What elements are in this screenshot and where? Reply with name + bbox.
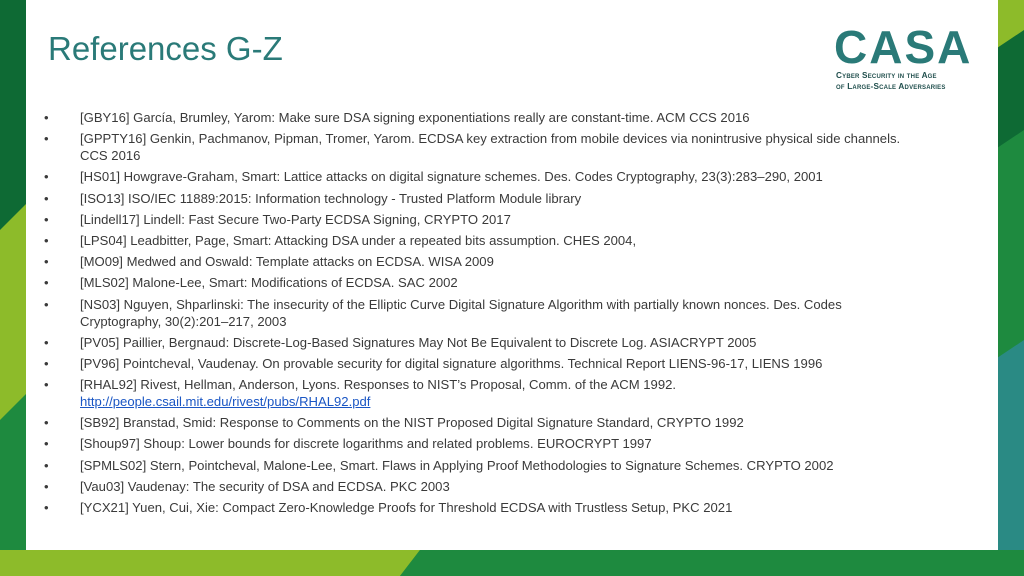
bullet-marker: • (44, 377, 49, 393)
logo-tagline-line1: Cyber Security in the Age (836, 71, 937, 80)
logo-tagline-line2: of Large-Scale Adversaries (836, 82, 946, 91)
bg-shape-right-teal (994, 340, 1024, 576)
bullet-marker: • (44, 131, 49, 147)
reference-text: [GBY16] García, Brumley, Yarom: Make sure DSA signing exponentiations really are constant-time. ACM CCS 2016 (80, 110, 750, 125)
reference-text: [YCX21] Yuen, Cui, Xie: Compact Zero-Knowledge Proofs for Threshold ECDSA with Trustless Setup, PKC 2021 (80, 500, 733, 515)
reference-item (44, 296, 924, 330)
reference-item (44, 130, 924, 164)
reference-text: [RHAL92] Rivest, Hellman, Anderson, Lyons. Responses to NIST’s Proposal, Comm. of the ACM 1992. (80, 377, 677, 393)
bullet-marker: • (44, 457, 49, 473)
logo-tagline (836, 70, 976, 92)
reference-text: [SPMLS02] Stern, Pointcheval, Malone-Lee, Smart. Flaws in Applying Proof Methodologies to Signature Schemes. CRYPTO 2002 (80, 457, 834, 473)
casa-logo (834, 21, 974, 94)
bullet-marker: • (44, 232, 49, 248)
reference-text: [ISO13] ISO/IEC 11889:2015: Information technology - Trusted Platform Module library (80, 190, 582, 206)
reference-text: [PV05] Paillier, Bergnaud: Discrete-Log-Based Signatures May Not Be Equivalent to Discrete Log. ASIACRYPT 2005 (80, 334, 757, 350)
reference-text: [MLS02] Malone-Lee, Smart: Modifications of ECDSA. SAC 2002 (80, 275, 458, 291)
reference-item (44, 190, 924, 207)
reference-item (44, 168, 924, 185)
bullet-marker: • (44, 334, 49, 350)
bullet-marker: • (44, 478, 49, 494)
bg-shape-bottom-green (400, 550, 1024, 576)
bullet-marker: • (44, 254, 49, 270)
reference-text: [SB92] Branstad, Smid: Response to Comments on the NIST Proposed Digital Signature Standard, CRYPTO 1992 (80, 415, 744, 431)
reference-item (44, 414, 924, 431)
bullet-marker: • (44, 415, 49, 431)
bullet-marker: • (44, 500, 49, 515)
reference-item (44, 232, 924, 249)
bullet-marker: • (44, 436, 49, 452)
reference-text: [Vau03] Vaudenay: The security of DSA and ECDSA. PKC 2003 (80, 478, 450, 494)
bullet-marker: • (44, 169, 49, 185)
reference-item (44, 253, 924, 270)
bullet-marker: • (44, 275, 49, 291)
bullet-marker: • (44, 110, 49, 125)
references-list (44, 109, 924, 520)
reference-text: [GPPTY16] Genkin, Pachmanov, Pipman, Tromer, Yarom. ECDSA key extraction from mobile devices via nonintrusive physical side channels. CCS 2016 (80, 131, 901, 164)
reference-text: [Lindell17] Lindell: Fast Secure Two-Party ECDSA Signing, CRYPTO 2017 (80, 211, 511, 227)
reference-item (44, 499, 924, 516)
bullet-marker: • (44, 355, 49, 371)
bullet-marker: • (44, 190, 49, 206)
logo-wordmark: CASA (834, 21, 973, 73)
reference-text: [LPS04] Leadbitter, Page, Smart: Attacking DSA under a repeated bits assumption. CHES 2004, (80, 232, 637, 248)
reference-item (44, 211, 924, 228)
reference-text: [HS01] Howgrave-Graham, Smart: Lattice attacks on digital signature schemes. Des. Codes Cryptography, 23(3):283–290, 2001 (80, 169, 823, 185)
reference-link[interactable]: http://people.csail.mit.edu/rivest/pubs/RHAL92.pdf (80, 394, 371, 410)
reference-text: [NS03] Nguyen, Shparlinski: The insecurity of the Elliptic Curve Digital Signature Algorithm with partially known nonces. Des. Codes Cryptography, 30(2):201–217, 2003 (80, 296, 842, 329)
reference-item (44, 435, 924, 452)
reference-item (44, 478, 924, 495)
reference-text: [Shoup97] Shoup: Lower bounds for discrete logarithms and related problems. EUROCRYPT 1997 (80, 436, 652, 452)
reference-item (44, 457, 924, 474)
bg-shape-right-green (994, 130, 1024, 380)
bullet-marker: • (44, 296, 49, 312)
reference-item (44, 109, 924, 126)
reference-item (44, 274, 924, 291)
bullet-marker: • (44, 211, 49, 227)
page-title: References G-Z (48, 30, 283, 67)
reference-item (44, 355, 924, 372)
reference-item (44, 334, 924, 351)
reference-text: [PV96] Pointcheval, Vaudenay. On provable security for digital signature algorithms. Technical Report LIENS-96-17, LIENS 1996 (80, 355, 823, 371)
bg-shape-bottom-lime (0, 550, 420, 576)
reference-text: [MO09] Medwed and Oswald: Template attacks on ECDSA. WISA 2009 (80, 254, 494, 270)
reference-item (44, 376, 924, 410)
